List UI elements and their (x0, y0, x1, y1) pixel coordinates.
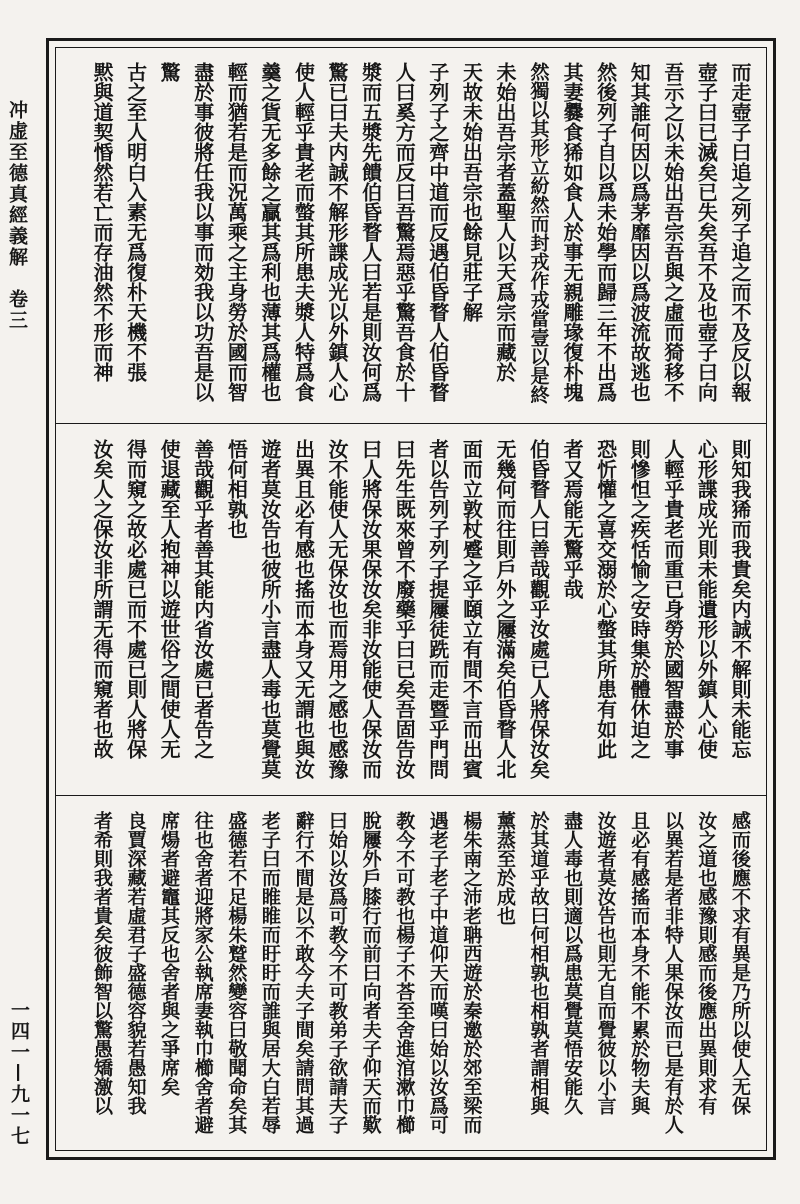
text-column: 辭行不間是以不敢今夫子間矣請問其過 (292, 811, 315, 1134)
column-group-2 (86, 425, 756, 795)
column-group-3 (86, 797, 756, 1150)
text-column: 席煬者避竈其反也舍者與之爭席矣 (158, 811, 181, 1096)
margin-title: 冲虚至德真經義解 卷三 (6, 100, 28, 331)
text-column: 汝遊者莫汝告也則无自而覺彼以小言 (594, 811, 617, 1115)
text-column: 於其道乎故曰何相孰也相孰者謂相與 (527, 811, 550, 1115)
text-column: 而走壺子曰追之列子追之而不及反以報 (727, 62, 752, 402)
text-column: 壺子曰已滅矣已失矣吾不及也壺子曰向 (694, 62, 719, 402)
text-column: 吾示之以未始出吾宗吾與之虛而猗移不 (660, 62, 685, 402)
text-column: 知其誰何因以爲茅靡因以爲波流故逃也 (627, 62, 652, 402)
text-column: 者又焉能无驚乎哉 (560, 439, 585, 599)
text-column: 黙與道契惛然若亡而存油然不形而神 (90, 62, 114, 382)
text-column: 无幾何而往則戶外之屨滿矣伯昏瞀人北 (492, 439, 517, 779)
text-column: 人曰奚方而反曰吾驚焉惡乎驚吾食於十 (392, 62, 417, 402)
text-column: 使退藏至人抱神以遊世俗之間使人无 (157, 439, 182, 759)
text-column: 使人輕乎貴老而螫其所患夫漿人特爲食 (291, 62, 316, 402)
text-column: 且必有感搖而本身不能不累於物夫與 (628, 811, 651, 1115)
text-column: 汝不能使人无保汝也而焉用之感也感豫 (325, 439, 350, 779)
column-group-1 (86, 48, 756, 423)
text-column: 然後列子自以爲未始學而歸三年不出爲 (593, 62, 618, 402)
text-column: 出異且必有感也搖而本身又无謂也與汝 (291, 439, 316, 779)
text-column: 盛德若不足楊朱蹵然變容曰敬聞命矣其 (225, 811, 248, 1134)
text-column: 面而立敦杖蹙之乎頥立有間不言而出賓 (459, 439, 484, 779)
text-column: 遇老子老子中道仰天而嘆曰始以汝爲可 (426, 811, 449, 1134)
text-column: 盡人毒也則適以爲患莫覺莫悟安能久 (561, 811, 584, 1115)
text-column: 輕而猶若是而況萬乘之主身勞於國而智 (224, 62, 249, 402)
margin-page-number: 一四一—九一七 (8, 1000, 30, 1147)
text-column: 感而後應不求有異是乃所以使人无保 (728, 811, 751, 1115)
text-column: 子列子之齊中道而反遇伯昏瞀人伯昏瞀 (425, 62, 450, 402)
text-column: 伯昏瞀人曰善哉觀乎汝處已人將保汝矣 (526, 439, 551, 779)
page-frame (46, 38, 776, 1160)
text-column: 往也舍者迎將家公執席妻執巾櫛舍者避 (191, 811, 214, 1134)
text-column: 汝之道也感豫則感而後應出異則求有 (695, 811, 718, 1115)
text-column: 汝矣人之保汝非所謂无得而窺者也故 (90, 439, 114, 759)
text-column: 曰先生既來曾不廢藥乎曰已矣吾固告汝 (392, 439, 417, 779)
text-column: 教今不可教也楊子不荅至舍進涫漱巾櫛 (393, 811, 416, 1134)
text-column: 者以告列子列子提屨徒跣而走暨乎門問 (425, 439, 450, 779)
text-column: 遊者莫汝告也彼所小言盡人毒也莫覺莫 (257, 439, 282, 779)
text-column: 悟何相孰也 (224, 439, 249, 539)
text-column: 驚 (157, 62, 182, 82)
text-column: 老子曰而睢睢而盱盱而誰與居大白若辱 (258, 811, 281, 1134)
text-column: 古之至人明白入素无爲復朴天機不張 (123, 62, 148, 382)
text-column: 漿而五漿先饋伯昏瞀人曰若是則汝何爲 (358, 62, 383, 402)
text-column: 曰人將保汝果保汝矣非汝能使人保汝而 (358, 439, 383, 779)
text-column: 天故未始出吾宗也餘見莊子解 (459, 62, 484, 322)
text-column: 其妻爨食狶如食人於事无親雕瑑復朴塊 (560, 62, 585, 402)
text-column: 曰始以汝爲可教今不可教弟子欲請夫子 (326, 811, 349, 1134)
page-inner-frame (55, 47, 767, 1151)
text-column: 良賈深藏若虛君子盛德容貌若愚知我 (124, 811, 147, 1115)
text-column: 則知我狶而我貴矣内誠不解則未能忘 (727, 439, 752, 759)
text-column: 人輕乎貴老而重已身勞於國智盡於事 (660, 439, 685, 759)
text-column: 然獨以其形立紛然而封戎作戎當壹以是終 (527, 62, 550, 404)
text-panel-2 (56, 425, 766, 796)
text-column: 則慘怛之疾恬愉之安時集於體休迫之 (627, 439, 652, 759)
text-column: 脫屨外戶膝行而前曰向者夫子仰天而歎 (359, 811, 382, 1134)
text-column: 者希則我者貴矣彼飾智以驚愚矯激以 (91, 811, 113, 1115)
text-column: 得而窺之故必處已而不處已則人將保 (123, 439, 148, 759)
text-column: 未始出吾宗者蓋聖人以天爲宗而藏於 (492, 62, 517, 382)
text-column: 以異若是者非特人果保汝而已是有於人 (661, 811, 684, 1134)
text-panel-1 (56, 48, 766, 424)
text-panel-3 (56, 797, 766, 1150)
text-column: 恐忻懽之喜交溺於心螫其所患有如此 (593, 439, 618, 759)
text-column: 心形諜成光則未能遺形以外鎮人心使 (694, 439, 719, 759)
text-column: 盡於事彼將任我以事而効我以功吾是以 (190, 62, 215, 402)
text-column: 羹之貨无多餘之贏其爲利也薄其爲權也 (257, 62, 282, 402)
text-column: 楊朱南之沛老聃西遊於秦邀於郊至梁而 (460, 811, 483, 1134)
text-column: 薰蒸至於成也 (493, 811, 516, 925)
text-column: 善哉觀乎者善其能内省汝處已者告之 (190, 439, 215, 759)
text-column: 驚已曰夫内誠不解形諜成光以外鎮人心 (325, 62, 350, 402)
